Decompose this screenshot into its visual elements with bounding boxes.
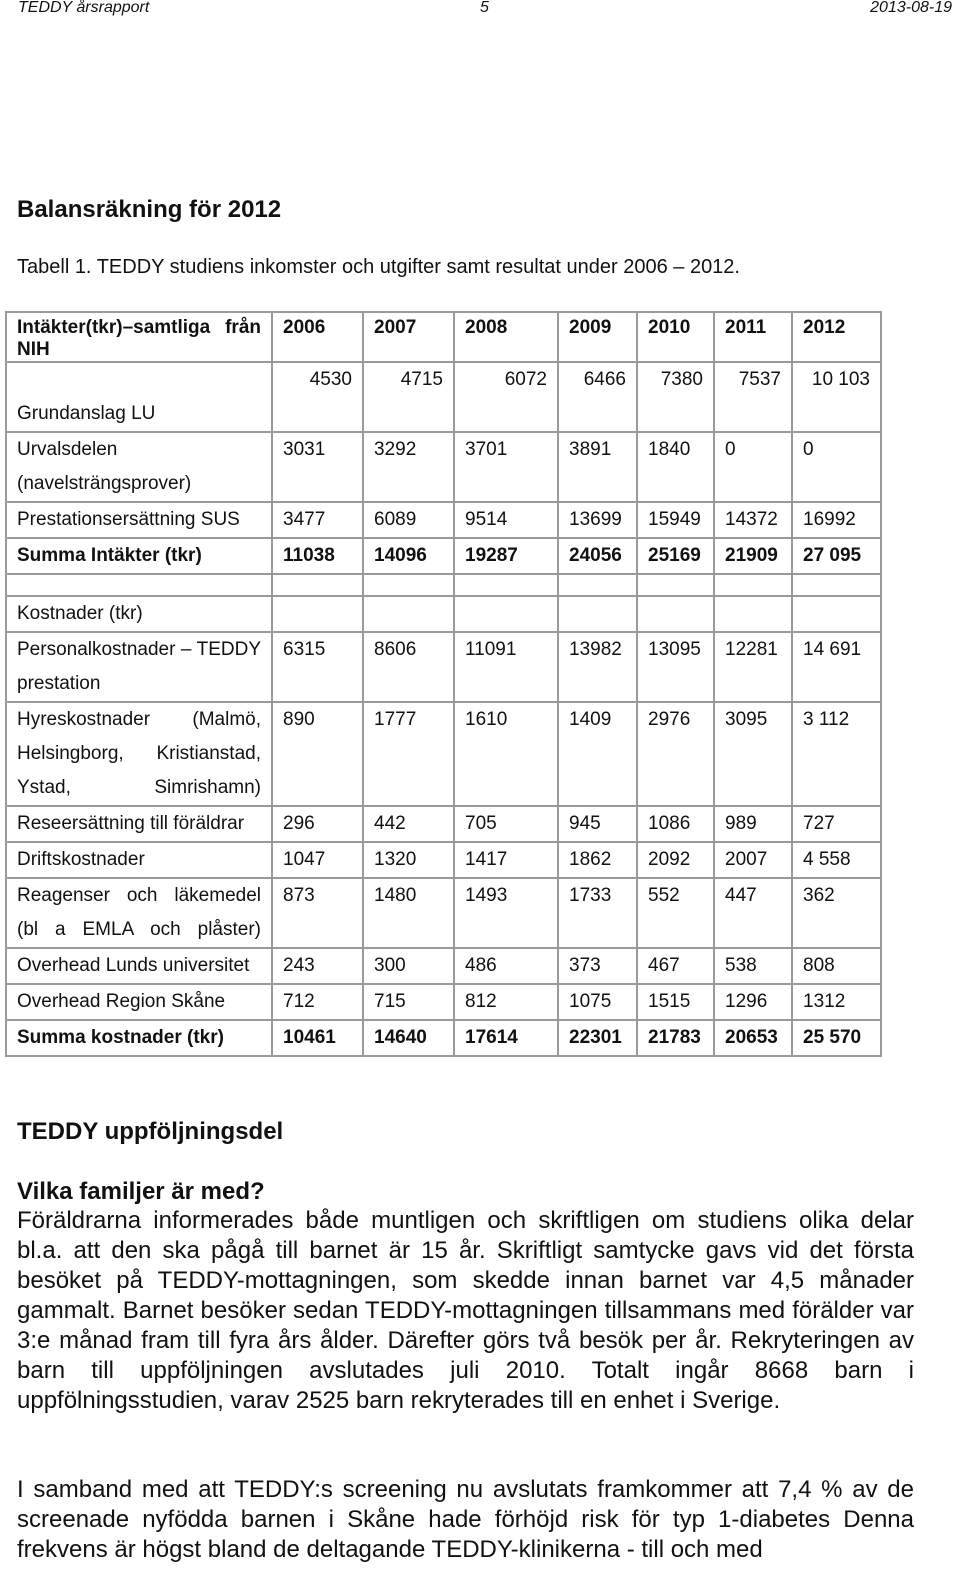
value-cell: 1777 <box>363 702 454 806</box>
value-cell: 21909 <box>714 538 792 574</box>
value-cell: 1296 <box>714 984 792 1020</box>
value-cell: 3477 <box>272 502 363 538</box>
value-cell: 705 <box>454 806 558 842</box>
value-cell: 14640 <box>363 1020 454 1056</box>
row-label: Summa Intäkter (tkr) <box>6 538 272 574</box>
year-cell: 2007 <box>363 312 454 362</box>
header-label: Intäkter(tkr)–samtliga från NIH <box>6 312 272 362</box>
year-cell: 2006 <box>272 312 363 362</box>
year-cell: 2012 <box>792 312 881 362</box>
value-cell: 989 <box>714 806 792 842</box>
value-cell: 373 <box>558 948 637 984</box>
value-cell: 890 <box>272 702 363 806</box>
row-label: Prestationsersättning SUS <box>6 502 272 538</box>
value-cell: 14372 <box>714 502 792 538</box>
table-row <box>6 502 881 538</box>
row-label: Summa kostnader (tkr) <box>6 1020 272 1056</box>
summary-row <box>6 538 881 574</box>
page-header <box>0 0 960 20</box>
table-row <box>6 806 881 842</box>
year-cell: 2010 <box>637 312 714 362</box>
value-cell: 1733 <box>558 878 637 948</box>
value-cell: 27 095 <box>792 538 881 574</box>
spacer-row <box>6 574 881 596</box>
value-cell: 3 112 <box>792 702 881 806</box>
value-cell: 362 <box>792 878 881 948</box>
value-cell: 14096 <box>363 538 454 574</box>
table-row <box>6 702 881 806</box>
value-cell: 1075 <box>558 984 637 1020</box>
row-label: Personalkostnader – TEDDY prestation <box>6 632 272 702</box>
year-cell: 2008 <box>454 312 558 362</box>
value-cell: 6315 <box>272 632 363 702</box>
value-cell: 6089 <box>363 502 454 538</box>
value-cell: 2976 <box>637 702 714 806</box>
value-cell: 808 <box>792 948 881 984</box>
value-cell: 10461 <box>272 1020 363 1056</box>
report-title: TEDDY årsrapport <box>18 0 150 16</box>
value-cell: 3292 <box>363 432 454 502</box>
table-row <box>6 842 881 878</box>
table-row <box>6 632 881 702</box>
value-cell: 2092 <box>637 842 714 878</box>
value-cell: 538 <box>714 948 792 984</box>
row-label: Overhead Region Skåne <box>6 984 272 1020</box>
value-cell: 1840 <box>637 432 714 502</box>
value-cell: 1862 <box>558 842 637 878</box>
year-cell: 2009 <box>558 312 637 362</box>
table-row <box>6 984 881 1020</box>
value-cell: 1409 <box>558 702 637 806</box>
value-cell: 13095 <box>637 632 714 702</box>
value-cell: 2007 <box>714 842 792 878</box>
value-cell: 4530 <box>272 362 363 432</box>
value-cell: 715 <box>363 984 454 1020</box>
table-header-row <box>6 312 881 362</box>
subsection-question: Vilka familjer är med? <box>17 1178 265 1205</box>
value-cell: 4715 <box>363 362 454 432</box>
value-cell: 812 <box>454 984 558 1020</box>
value-cell: 442 <box>363 806 454 842</box>
value-cell: 4 558 <box>792 842 881 878</box>
value-cell: 11091 <box>454 632 558 702</box>
value-cell: 712 <box>272 984 363 1020</box>
value-cell: 13982 <box>558 632 637 702</box>
row-label: Driftskostnader <box>6 842 272 878</box>
table-row <box>6 878 881 948</box>
value-cell: 6072 <box>454 362 558 432</box>
table-row <box>6 596 881 632</box>
value-cell: 8606 <box>363 632 454 702</box>
value-cell: 300 <box>363 948 454 984</box>
value-cell: 11038 <box>272 538 363 574</box>
summary-row <box>6 1020 881 1056</box>
value-cell: 873 <box>272 878 363 948</box>
section-heading: Balansräkning för 2012 <box>17 196 282 223</box>
row-label: Reseersättning till föräldrar <box>6 806 272 842</box>
body-paragraph: Föräldrarna informerades både muntligen och skriftligen om studiens olika delar bl.a. att den ska pågå till barnet är 15 år. Skriftligt samtycke gavs vid det första besöket på TEDDY-mottagningen, som skedde innan barnet var 4,5 månader gammalt. Barnet besöker sedan TEDDY-mottagningen tillsammans med förälder var 3:e månad fram till fyra års ålder. Därefter görs två besök per år. Rekryteringen av barn till uppföljningen avslutades juli 2010. Totalt ingår 8668 barn i uppfölningsstudien, varav 2525 barn rekryterades till en enhet i Sverige. <box>17 1207 914 1414</box>
value-cell: 1480 <box>363 878 454 948</box>
value-cell: 15949 <box>637 502 714 538</box>
value-cell: 447 <box>714 878 792 948</box>
value-cell: 552 <box>637 878 714 948</box>
value-cell: 467 <box>637 948 714 984</box>
value-cell: 1493 <box>454 878 558 948</box>
value-cell: 3701 <box>454 432 558 502</box>
row-label: Grundanslag LU <box>6 362 272 432</box>
value-cell: 1515 <box>637 984 714 1020</box>
value-cell: 13699 <box>558 502 637 538</box>
row-label: Reagenser och läkemedel (bl a EMLA och plåster) <box>6 878 272 948</box>
body-paragraph: I samband med att TEDDY:s screening nu avslutats framkommer att 7,4 % av de screenade nyfödda barnen i Skåne hade förhöjd risk för typ 1-diabetes Denna frekvens är högst bland de deltagande TEDDY-klinikerna - till och med <box>17 1476 914 1563</box>
value-cell: 7537 <box>714 362 792 432</box>
value-cell: 14 691 <box>792 632 881 702</box>
value-cell: 6466 <box>558 362 637 432</box>
row-label: Urvalsdelen (navelsträngsprover) <box>6 432 272 502</box>
value-cell: 0 <box>792 432 881 502</box>
value-cell: 3095 <box>714 702 792 806</box>
row-label: Hyreskostnader (Malmö, Helsingborg, Kristianstad, Ystad, Simrishamn) <box>6 702 272 806</box>
value-cell: 10 103 <box>792 362 881 432</box>
page-number: 5 <box>480 0 489 16</box>
table-row <box>6 432 881 502</box>
value-cell: 22301 <box>558 1020 637 1056</box>
value-cell: 21783 <box>637 1020 714 1056</box>
value-cell: 25169 <box>637 538 714 574</box>
report-date: 2013-08-19 <box>870 0 952 16</box>
value-cell: 1417 <box>454 842 558 878</box>
value-cell: 1047 <box>272 842 363 878</box>
year-cell: 2011 <box>714 312 792 362</box>
value-cell: 12281 <box>714 632 792 702</box>
value-cell: 16992 <box>792 502 881 538</box>
value-cell: 0 <box>714 432 792 502</box>
table-row <box>6 362 881 432</box>
value-cell: 3031 <box>272 432 363 502</box>
value-cell: 1086 <box>637 806 714 842</box>
value-cell: 727 <box>792 806 881 842</box>
table-caption: Tabell 1. TEDDY studiens inkomster och utgifter samt resultat under 2006 – 2012. <box>17 256 740 278</box>
section-title: TEDDY uppföljningsdel <box>17 1118 284 1145</box>
table-row <box>6 948 881 984</box>
value-cell: 243 <box>272 948 363 984</box>
value-cell: 19287 <box>454 538 558 574</box>
value-cell: 1312 <box>792 984 881 1020</box>
value-cell: 486 <box>454 948 558 984</box>
value-cell: 25 570 <box>792 1020 881 1056</box>
value-cell: 296 <box>272 806 363 842</box>
value-cell: 24056 <box>558 538 637 574</box>
balance-table <box>5 311 882 1057</box>
value-cell: 17614 <box>454 1020 558 1056</box>
value-cell: 1320 <box>363 842 454 878</box>
value-cell: 1610 <box>454 702 558 806</box>
value-cell: 945 <box>558 806 637 842</box>
row-label: Overhead Lunds universitet <box>6 948 272 984</box>
value-cell: 20653 <box>714 1020 792 1056</box>
value-cell: 9514 <box>454 502 558 538</box>
row-label: Kostnader (tkr) <box>6 596 272 632</box>
value-cell: 7380 <box>637 362 714 432</box>
value-cell: 3891 <box>558 432 637 502</box>
